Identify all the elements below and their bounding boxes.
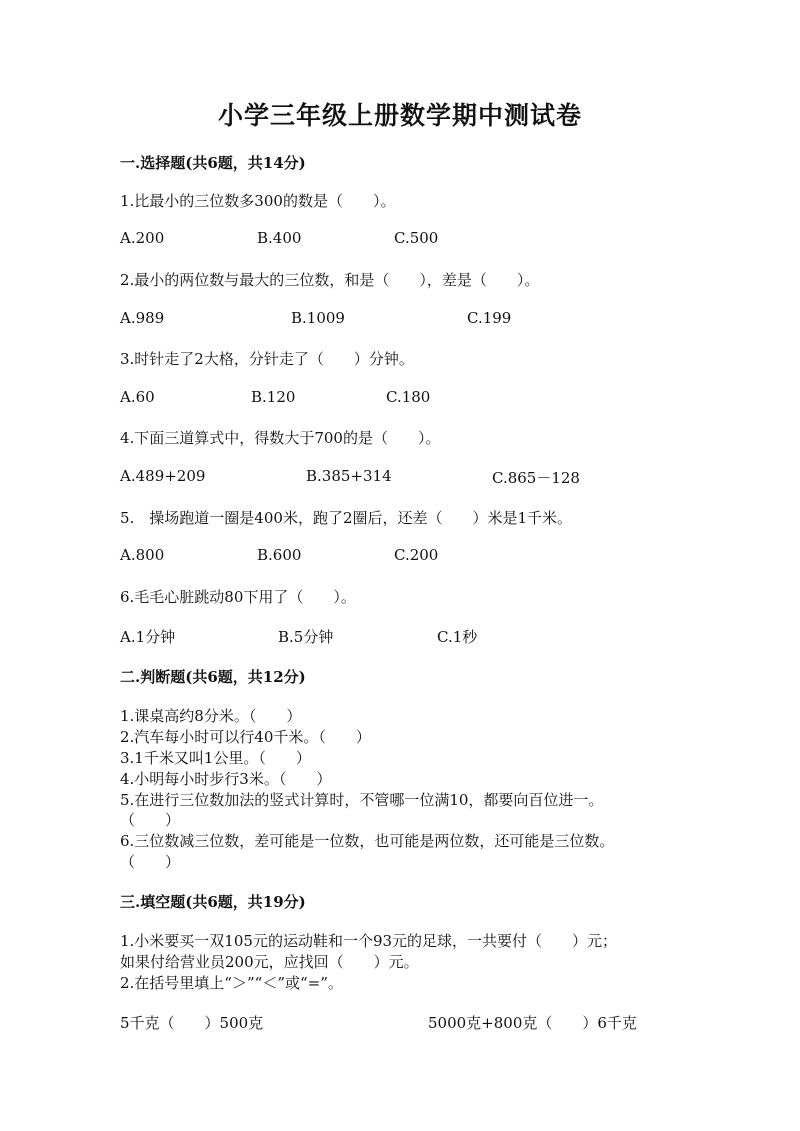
option-c: C.865－128 (492, 469, 580, 487)
judge-line: 2.汽车每小时可以行40千米。（ ） (120, 728, 371, 746)
option-c: C.180 (386, 388, 431, 406)
section-heading-choice: 一.选择题(共6题，共14分) (120, 154, 306, 172)
fill-line: 2.在括号里填上“＞”“＜”或“=”。 (120, 974, 343, 992)
judge-line: 3.1千米又叫1公里。（ ） (120, 749, 311, 767)
judge-line: （ ） (120, 853, 181, 871)
question-2: 2.最小的两位数与最大的三位数，和是（ ），差是（ ）。 (120, 271, 540, 289)
option-c: C.1秒 (437, 628, 478, 646)
option-c: C.500 (394, 229, 439, 247)
question-6: 6.毛毛心脏跳动80下用了（ ）。 (120, 588, 356, 606)
question-3: 3.时针走了2大格，分针走了（ ）分钟。 (120, 350, 414, 368)
fill-line: 1.小米要买一双105元的运动鞋和一个93元的足球，一共要付（ ）元； (120, 932, 618, 950)
option-b: B.1009 (291, 309, 345, 327)
option-a: A.60 (120, 388, 155, 406)
option-b: B.600 (257, 546, 302, 564)
judge-line: 4.小明每小时步行3米。（ ） (120, 770, 332, 788)
option-b: B.5分钟 (278, 628, 334, 646)
question-1: 1.比最小的三位数多300的数是（ ）。 (120, 192, 396, 210)
fill-line: 如果付给营业员200元，应找回（ ）元。 (120, 953, 419, 971)
question-5: 5. 操场跑道一圈是400米，跑了2圈后，还差（ ）米是1千米。 (120, 509, 573, 527)
question-4: 4.下面三道算式中，得数大于700的是（ ）。 (120, 429, 441, 447)
option-a: A.489+209 (120, 467, 206, 485)
option-b: B.120 (251, 388, 296, 406)
option-a: A.200 (120, 229, 165, 247)
option-c: C.200 (394, 546, 439, 564)
option-a: A.800 (120, 546, 165, 564)
page-title: 小学三年级上册数学期中测试卷 (217, 101, 582, 130)
compare-item: 5000克+800克（ ）6千克 (428, 1014, 637, 1032)
compare-item: 5千克（ ）500克 (120, 1014, 264, 1032)
judge-line: 6.三位数减三位数，差可能是一位数，也可能是两位数，还可能是三位数。 (120, 832, 615, 850)
option-b: B.400 (257, 229, 302, 247)
option-a: A.989 (120, 309, 165, 327)
section-heading-judgement: 二.判断题(共6题，共12分) (120, 668, 306, 686)
judge-line: 5.在进行三位数加法的竖式计算时，不管哪一位满10，都要向百位进一。 (120, 791, 604, 809)
section-heading-fill: 三.填空题(共6题，共19分) (120, 893, 306, 911)
judge-line: 1.课桌高约8分米。（ ） (120, 707, 302, 725)
option-c: C.199 (467, 309, 512, 327)
option-b: B.385+314 (306, 467, 392, 485)
judge-line: （ ） (120, 811, 181, 829)
option-a: A.1分钟 (120, 628, 176, 646)
